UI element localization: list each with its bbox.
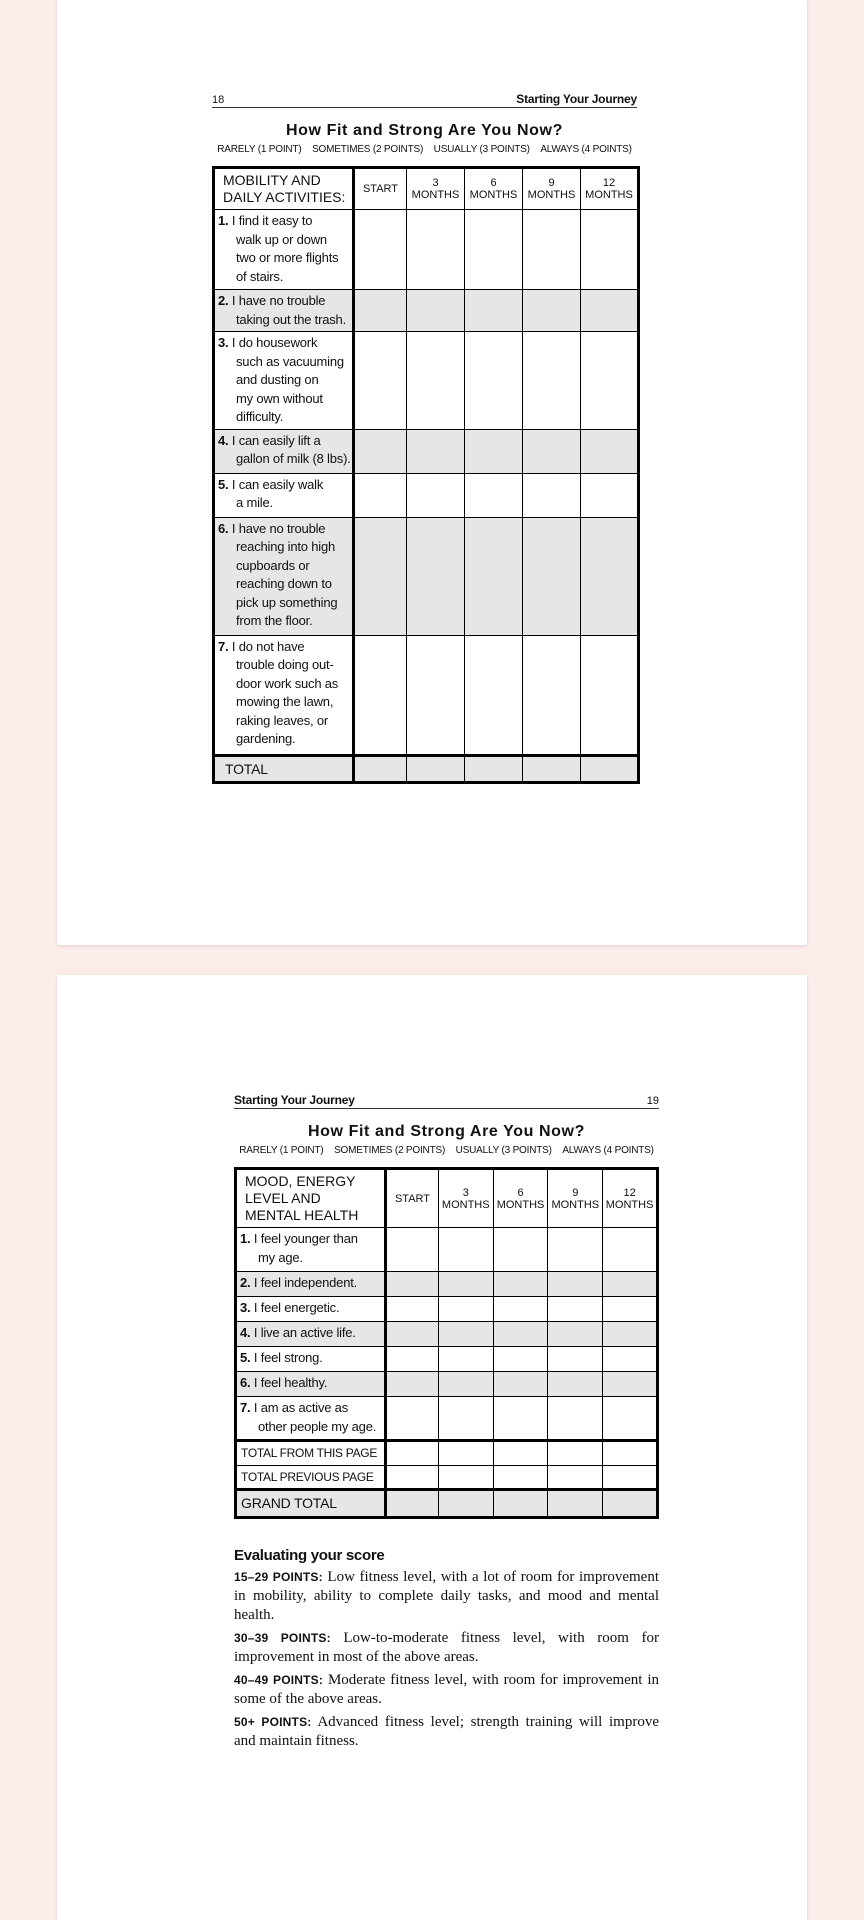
total-cell[interactable] [523,755,581,783]
rating-scale [234,1144,659,1157]
total-row [214,755,639,783]
score-cell[interactable] [386,1397,439,1441]
total-cell[interactable] [386,1441,439,1466]
score-cell[interactable] [386,1347,439,1372]
table-row [236,1322,658,1347]
score-cell[interactable] [493,1397,548,1441]
total-cell[interactable] [581,755,639,783]
table-row [236,1372,658,1397]
score-cell[interactable] [438,1322,493,1347]
worksheet-title: How Fit and Strong Are You Now? [308,1123,585,1140]
section-title: Starting Your Journey [516,92,637,106]
score-cell[interactable] [493,1347,548,1372]
score-cell[interactable] [603,1347,658,1372]
score-cell[interactable] [493,1228,548,1272]
scale-rarely: RARELY (1 POINT) [217,144,302,155]
score-cell[interactable] [581,429,639,473]
page-number: 19 [646,1095,659,1107]
section-title: Starting Your Journey [234,1093,355,1107]
rating-scale [212,143,637,156]
evaluation-heading: Evaluating your score [234,1547,385,1564]
question-3: 3. I feel energetic. [236,1297,386,1322]
score-cell[interactable] [523,210,581,290]
total-cell[interactable] [493,1465,548,1490]
table-header-row [236,1169,658,1228]
question-6: 6. I feel healthy. [236,1372,386,1397]
score-cell[interactable] [438,1228,493,1272]
total-previous-page-row [236,1465,658,1490]
total-cell[interactable] [407,755,465,783]
score-cell[interactable] [386,1322,439,1347]
question-4: 4. I can easily lift a gallon of milk (8 lbs). [214,429,354,473]
score-cell[interactable] [581,332,639,430]
score-cell[interactable] [354,473,407,517]
score-cell[interactable] [354,517,407,635]
table-row [236,1272,658,1297]
score-cell[interactable] [548,1297,603,1322]
total-cell[interactable] [493,1490,548,1518]
score-cell[interactable] [603,1297,658,1322]
score-cell[interactable] [581,290,639,332]
score-cell[interactable] [407,290,465,332]
score-cell[interactable] [548,1272,603,1297]
score-cell[interactable] [354,332,407,430]
total-cell[interactable] [548,1441,603,1466]
question-1: 1. I feel younger than my age. [236,1228,386,1272]
table-row [236,1297,658,1322]
score-cell[interactable] [581,635,639,755]
score-cell[interactable] [438,1372,493,1397]
question-4: 4. I live an active life. [236,1322,386,1347]
score-cell[interactable] [493,1372,548,1397]
scale-usually: USUALLY (3 POINTS) [455,1145,552,1156]
scale-always: ALWAYS (4 POINTS) [562,1145,654,1156]
total-this-page-row [236,1441,658,1466]
question-7: 7. I do not have trouble doing out- door work such as mowing the lawn, raking leaves, or gardening. [214,635,354,755]
score-cell[interactable] [581,517,639,635]
question-5: 5. I feel strong. [236,1347,386,1372]
table-row [214,517,639,635]
table-row [214,429,639,473]
score-cell[interactable] [465,332,523,430]
score-cell[interactable] [407,473,465,517]
score-cell[interactable] [438,1297,493,1322]
score-cell[interactable] [465,473,523,517]
score-cell[interactable] [548,1397,603,1441]
score-cell[interactable] [386,1297,439,1322]
table-row [236,1397,658,1441]
score-cell[interactable] [493,1297,548,1322]
table-row [236,1228,658,1272]
score-cell[interactable] [548,1228,603,1272]
table-row [214,290,639,332]
question-6: 6. I have no trouble reaching into high cupboards or reaching down to pick up something from the floor. [214,517,354,635]
table-row [214,473,639,517]
total-cell[interactable] [386,1465,439,1490]
score-cell[interactable] [386,1228,439,1272]
column-3-months: 3 MONTHS [438,1169,493,1228]
score-cell[interactable] [438,1347,493,1372]
score-cell[interactable] [465,429,523,473]
total-cell[interactable] [354,755,407,783]
total-cell[interactable] [603,1441,658,1466]
mobility-score-table [212,166,640,784]
total-cell[interactable] [438,1465,493,1490]
scale-rarely: RARELY (1 POINT) [239,1145,324,1156]
score-cell[interactable] [407,332,465,430]
column-start: START [354,168,407,210]
score-cell[interactable] [548,1372,603,1397]
score-cell[interactable] [493,1322,548,1347]
total-cell[interactable] [548,1490,603,1518]
total-cell[interactable] [438,1441,493,1466]
score-cell[interactable] [548,1322,603,1347]
score-cell[interactable] [548,1347,603,1372]
table-row [214,332,639,430]
score-cell[interactable] [465,210,523,290]
evaluation-section [234,1547,659,1751]
scale-sometimes: SOMETIMES (2 POINTS) [334,1145,446,1156]
grand-total-label: GRAND TOTAL [236,1490,386,1518]
page-19-content [234,1089,659,1755]
page-18-content [212,88,637,784]
total-previous-page-label: TOTAL PREVIOUS PAGE [236,1465,386,1490]
evaluation-entry: 50+ POINTS: Advanced fitness level; strength training will improve and maintain fitness. [234,1714,659,1749]
score-cell[interactable] [386,1272,439,1297]
score-cell[interactable] [354,429,407,473]
evaluation-entry: 40–49 POINTS: Moderate fitness level, with room for improvement in some of the above areas. [234,1672,660,1707]
question-7: 7. I am as active as other people my age. [236,1397,386,1441]
question-1: 1. I find it easy to walk up or down two or more flights of stairs. [214,210,354,290]
question-5: 5. I can easily walk a mile. [214,473,354,517]
score-cell[interactable] [603,1228,658,1272]
score-cell[interactable] [603,1272,658,1297]
score-cell[interactable] [523,429,581,473]
mood-score-table [234,1167,659,1519]
column-9-months: 9 MONTHS [548,1169,603,1228]
score-cell[interactable] [581,473,639,517]
score-cell[interactable] [523,332,581,430]
question-2: 2. I feel independent. [236,1272,386,1297]
table-row [214,210,639,290]
total-cell[interactable] [548,1465,603,1490]
score-cell[interactable] [386,1372,439,1397]
question-2: 2. I have no trouble taking out the trash. [214,290,354,332]
score-cell[interactable] [465,635,523,755]
score-cell[interactable] [407,517,465,635]
worksheet-title: How Fit and Strong Are You Now? [286,122,563,139]
total-cell[interactable] [438,1490,493,1518]
grand-total-row [236,1490,658,1518]
score-cell[interactable] [523,517,581,635]
evaluation-entry: 30–39 POINTS: Low-to-moderate fitness level, with room for improvement in most of the above areas. [234,1630,660,1665]
score-cell[interactable] [523,473,581,517]
category-header: MOBILITY AND DAILY ACTIVITIES: [214,168,354,210]
column-12-months: 12 MONTHS [581,168,639,210]
page-number: 18 [212,94,225,106]
table-header-row [214,168,639,210]
scale-usually: USUALLY (3 POINTS) [433,144,530,155]
running-head [234,1089,659,1109]
score-cell[interactable] [407,210,465,290]
column-6-months: 6 MONTHS [493,1169,548,1228]
score-cell[interactable] [438,1397,493,1441]
total-cell[interactable] [603,1490,658,1518]
score-cell[interactable] [407,429,465,473]
column-3-months: 3 MONTHS [407,168,465,210]
score-cell[interactable] [493,1272,548,1297]
total-cell[interactable] [493,1441,548,1466]
score-cell[interactable] [523,635,581,755]
total-label: TOTAL [214,755,354,783]
total-cell[interactable] [603,1465,658,1490]
scale-sometimes: SOMETIMES (2 POINTS) [312,144,424,155]
total-cell[interactable] [465,755,523,783]
question-3: 3. I do housework such as vacuuming and dusting on my own without difficulty. [214,332,354,430]
score-cell[interactable] [603,1322,658,1347]
column-12-months: 12 MONTHS [603,1169,658,1228]
score-cell[interactable] [354,290,407,332]
score-cell[interactable] [354,210,407,290]
total-this-page-label: TOTAL FROM THIS PAGE [236,1441,386,1466]
score-cell[interactable] [603,1397,658,1441]
running-head [212,88,637,108]
score-cell[interactable] [354,635,407,755]
scale-always: ALWAYS (4 POINTS) [540,144,632,155]
table-row [214,635,639,755]
score-cell[interactable] [465,290,523,332]
score-cell[interactable] [407,635,465,755]
column-9-months: 9 MONTHS [523,168,581,210]
score-cell[interactable] [603,1372,658,1397]
score-cell[interactable] [581,210,639,290]
score-cell[interactable] [438,1272,493,1297]
score-cell[interactable] [523,290,581,332]
column-6-months: 6 MONTHS [465,168,523,210]
evaluation-entry: 15–29 POINTS: Low fitness level, with a lot of room for improvement in mobility, ability to complete daily tasks, and mood and mental health. [234,1569,659,1623]
column-start: START [386,1169,439,1228]
total-cell[interactable] [386,1490,439,1518]
table-row [236,1347,658,1372]
category-header: MOOD, ENERGY LEVEL AND MENTAL HEALTH [236,1169,386,1228]
score-cell[interactable] [465,517,523,635]
